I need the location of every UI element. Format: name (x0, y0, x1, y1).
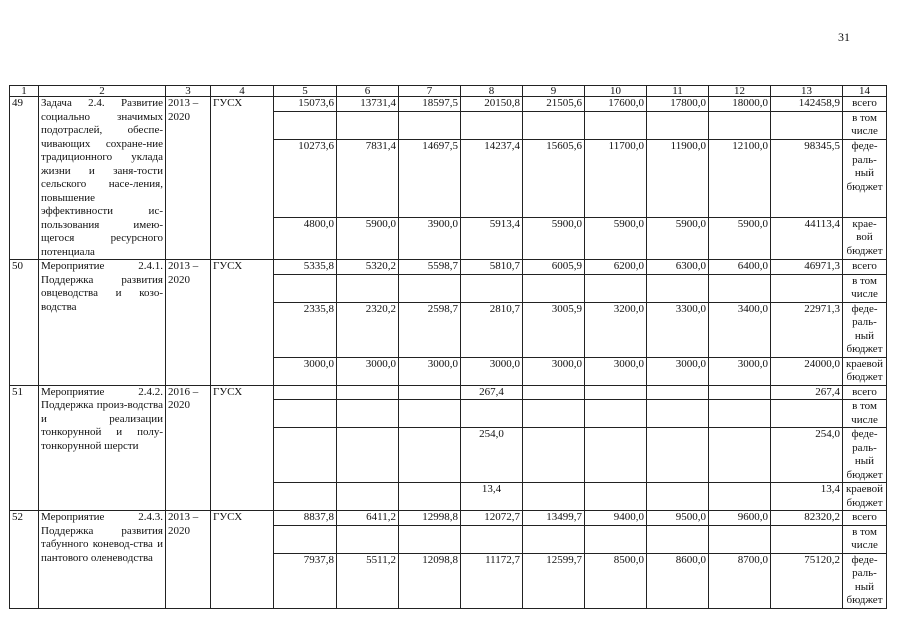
executor: ГУСХ (211, 385, 274, 511)
funding-source: краевой бюджет (843, 483, 887, 511)
value-cell: 6005,9 (523, 260, 585, 275)
value-cell: 11172,7 (461, 553, 523, 608)
column-header: 4 (211, 86, 274, 97)
value-cell: 98345,5 (771, 140, 843, 217)
value-cell (337, 483, 399, 511)
value-cell (337, 274, 399, 302)
value-cell: 5913,4 (461, 217, 523, 259)
value-cell: 9500,0 (647, 511, 709, 526)
value-cell (337, 385, 399, 400)
value-cell (585, 274, 647, 302)
row-number: 49 (10, 97, 39, 260)
value-cell: 4800,0 (274, 217, 337, 259)
column-header: 12 (709, 86, 771, 97)
value-cell (585, 428, 647, 483)
value-cell: 13731,4 (337, 97, 399, 112)
value-cell (461, 274, 523, 302)
value-cell (647, 400, 709, 428)
value-cell: 6300,0 (647, 260, 709, 275)
value-cell: 254,0 (461, 428, 523, 483)
column-header: 3 (166, 86, 211, 97)
value-cell: 11700,0 (585, 140, 647, 217)
column-header: 11 (647, 86, 709, 97)
value-cell: 5900,0 (647, 217, 709, 259)
funding-source: феде-раль-ный бюджет (843, 428, 887, 483)
value-cell (523, 400, 585, 428)
budget-table (9, 85, 887, 609)
value-cell (399, 111, 461, 140)
column-header: 2 (39, 86, 166, 97)
value-cell: 44113,4 (771, 217, 843, 259)
value-cell (274, 111, 337, 140)
value-cell (523, 274, 585, 302)
value-cell: 12072,7 (461, 511, 523, 526)
value-cell (399, 385, 461, 400)
value-cell: 5900,0 (523, 217, 585, 259)
table-row (10, 385, 887, 400)
value-cell: 2335,8 (274, 302, 337, 357)
period: 2013 – 2020 (166, 511, 211, 609)
value-cell: 21505,6 (523, 97, 585, 112)
value-cell: 12098,8 (399, 553, 461, 608)
column-header: 6 (337, 86, 399, 97)
value-cell (647, 111, 709, 140)
value-cell (585, 400, 647, 428)
funding-source: всего (843, 260, 887, 275)
value-cell (709, 274, 771, 302)
funding-source: феде-раль-ный бюджет (843, 302, 887, 357)
value-cell: 2598,7 (399, 302, 461, 357)
value-cell (337, 400, 399, 428)
value-cell: 3005,9 (523, 302, 585, 357)
value-cell (461, 525, 523, 553)
value-cell (399, 274, 461, 302)
value-cell: 5810,7 (461, 260, 523, 275)
value-cell: 18000,0 (709, 97, 771, 112)
value-cell: 17600,0 (585, 97, 647, 112)
funding-source: в том числе (843, 111, 887, 140)
value-cell (585, 483, 647, 511)
funding-source: в том числе (843, 525, 887, 553)
table-row (10, 511, 887, 526)
value-cell (647, 428, 709, 483)
value-cell (337, 428, 399, 483)
value-cell: 10273,6 (274, 140, 337, 217)
value-cell: 20150,8 (461, 97, 523, 112)
value-cell: 11900,0 (647, 140, 709, 217)
value-cell (771, 111, 843, 140)
value-cell (274, 274, 337, 302)
value-cell: 5598,7 (399, 260, 461, 275)
value-cell: 5900,0 (585, 217, 647, 259)
value-cell: 3000,0 (337, 357, 399, 385)
value-cell (274, 400, 337, 428)
value-cell: 8500,0 (585, 553, 647, 608)
table-body (10, 86, 887, 609)
value-cell (647, 385, 709, 400)
page-number: 31 (838, 30, 850, 44)
value-cell: 8700,0 (709, 553, 771, 608)
value-cell: 3200,0 (585, 302, 647, 357)
column-header: 9 (523, 86, 585, 97)
value-cell (461, 400, 523, 428)
value-cell: 3000,0 (274, 357, 337, 385)
value-cell: 3900,0 (399, 217, 461, 259)
value-cell (399, 525, 461, 553)
value-cell (771, 400, 843, 428)
row-number: 50 (10, 260, 39, 386)
value-cell: 6400,0 (709, 260, 771, 275)
value-cell: 46971,3 (771, 260, 843, 275)
value-cell: 3300,0 (647, 302, 709, 357)
value-cell: 15605,6 (523, 140, 585, 217)
funding-source: всего (843, 511, 887, 526)
value-cell (709, 385, 771, 400)
value-cell (337, 525, 399, 553)
value-cell (771, 525, 843, 553)
funding-source: в том числе (843, 400, 887, 428)
value-cell (274, 483, 337, 511)
value-cell: 13499,7 (523, 511, 585, 526)
measure-name: Мероприятие 2.4.2. Поддержка произ-водства и реализации тонкорунной и полу-тонкорунной шерсти (39, 385, 166, 511)
measure-name: Мероприятие 2.4.3. Поддержка развития табунного коневод-ства и пантового оленеводства (39, 511, 166, 609)
value-cell: 15073,6 (274, 97, 337, 112)
value-cell (709, 111, 771, 140)
funding-source: всего (843, 385, 887, 400)
value-cell: 3000,0 (585, 357, 647, 385)
executor: ГУСХ (211, 260, 274, 386)
header-row (10, 86, 887, 97)
value-cell (771, 274, 843, 302)
column-header: 7 (399, 86, 461, 97)
value-cell (399, 428, 461, 483)
value-cell (274, 428, 337, 483)
value-cell: 82320,2 (771, 511, 843, 526)
executor: ГУСХ (211, 97, 274, 260)
value-cell: 7831,4 (337, 140, 399, 217)
value-cell (523, 385, 585, 400)
row-number: 52 (10, 511, 39, 609)
value-cell (461, 111, 523, 140)
value-cell (709, 428, 771, 483)
value-cell: 2320,2 (337, 302, 399, 357)
table-row (10, 97, 887, 112)
value-cell: 254,0 (771, 428, 843, 483)
value-cell: 3000,0 (399, 357, 461, 385)
value-cell: 14237,4 (461, 140, 523, 217)
value-cell: 5320,2 (337, 260, 399, 275)
value-cell: 75120,2 (771, 553, 843, 608)
value-cell (585, 111, 647, 140)
value-cell: 5900,0 (709, 217, 771, 259)
value-cell (399, 483, 461, 511)
value-cell (523, 428, 585, 483)
funding-source: в том числе (843, 274, 887, 302)
value-cell: 142458,9 (771, 97, 843, 112)
column-header: 5 (274, 86, 337, 97)
value-cell (523, 525, 585, 553)
value-cell (337, 111, 399, 140)
period: 2016 – 2020 (166, 385, 211, 511)
value-cell (585, 385, 647, 400)
funding-source: феде-раль-ный бюджет (843, 553, 887, 608)
column-header: 14 (843, 86, 887, 97)
value-cell: 17800,0 (647, 97, 709, 112)
value-cell: 8600,0 (647, 553, 709, 608)
value-cell: 3000,0 (523, 357, 585, 385)
value-cell (709, 400, 771, 428)
funding-source: феде-раль-ный бюджет (843, 140, 887, 217)
value-cell: 12599,7 (523, 553, 585, 608)
value-cell: 2810,7 (461, 302, 523, 357)
value-cell: 7937,8 (274, 553, 337, 608)
value-cell: 14697,5 (399, 140, 461, 217)
value-cell (647, 274, 709, 302)
value-cell: 9600,0 (709, 511, 771, 526)
value-cell: 12100,0 (709, 140, 771, 217)
column-header: 8 (461, 86, 523, 97)
value-cell: 5511,2 (337, 553, 399, 608)
value-cell (647, 525, 709, 553)
value-cell (399, 400, 461, 428)
value-cell: 6200,0 (585, 260, 647, 275)
row-number: 51 (10, 385, 39, 511)
value-cell: 22971,3 (771, 302, 843, 357)
executor: ГУСХ (211, 511, 274, 609)
value-cell (523, 111, 585, 140)
value-cell (709, 483, 771, 511)
period: 2013 – 2020 (166, 260, 211, 386)
value-cell (274, 385, 337, 400)
measure-name: Задача 2.4. Развитие социально значимых подотраслей, обеспе-чивающих сохране-ние традиционного уклада жизни и заня-тости сельского насе-ления, повышение эффективности ис-пользования имею-щегося ресурсного потенциала (39, 97, 166, 260)
value-cell (523, 483, 585, 511)
value-cell: 9400,0 (585, 511, 647, 526)
value-cell: 3400,0 (709, 302, 771, 357)
column-header: 10 (585, 86, 647, 97)
value-cell: 13,4 (461, 483, 523, 511)
column-header: 1 (10, 86, 39, 97)
value-cell (585, 525, 647, 553)
funding-source: крае-вой бюджет (843, 217, 887, 259)
value-cell: 3000,0 (647, 357, 709, 385)
value-cell: 5335,8 (274, 260, 337, 275)
value-cell: 3000,0 (709, 357, 771, 385)
table-row (10, 260, 887, 275)
value-cell (647, 483, 709, 511)
value-cell (709, 525, 771, 553)
value-cell: 8837,8 (274, 511, 337, 526)
value-cell: 5900,0 (337, 217, 399, 259)
funding-source: всего (843, 97, 887, 112)
column-header: 13 (771, 86, 843, 97)
value-cell: 13,4 (771, 483, 843, 511)
value-cell: 3000,0 (461, 357, 523, 385)
value-cell: 6411,2 (337, 511, 399, 526)
value-cell: 24000,0 (771, 357, 843, 385)
value-cell: 267,4 (771, 385, 843, 400)
period: 2013 – 2020 (166, 97, 211, 260)
value-cell (274, 525, 337, 553)
funding-source: краевой бюджет (843, 357, 887, 385)
value-cell: 12998,8 (399, 511, 461, 526)
value-cell: 18597,5 (399, 97, 461, 112)
value-cell: 267,4 (461, 385, 523, 400)
measure-name: Мероприятие 2.4.1. Поддержка развития овцеводства и козо-водства (39, 260, 166, 386)
